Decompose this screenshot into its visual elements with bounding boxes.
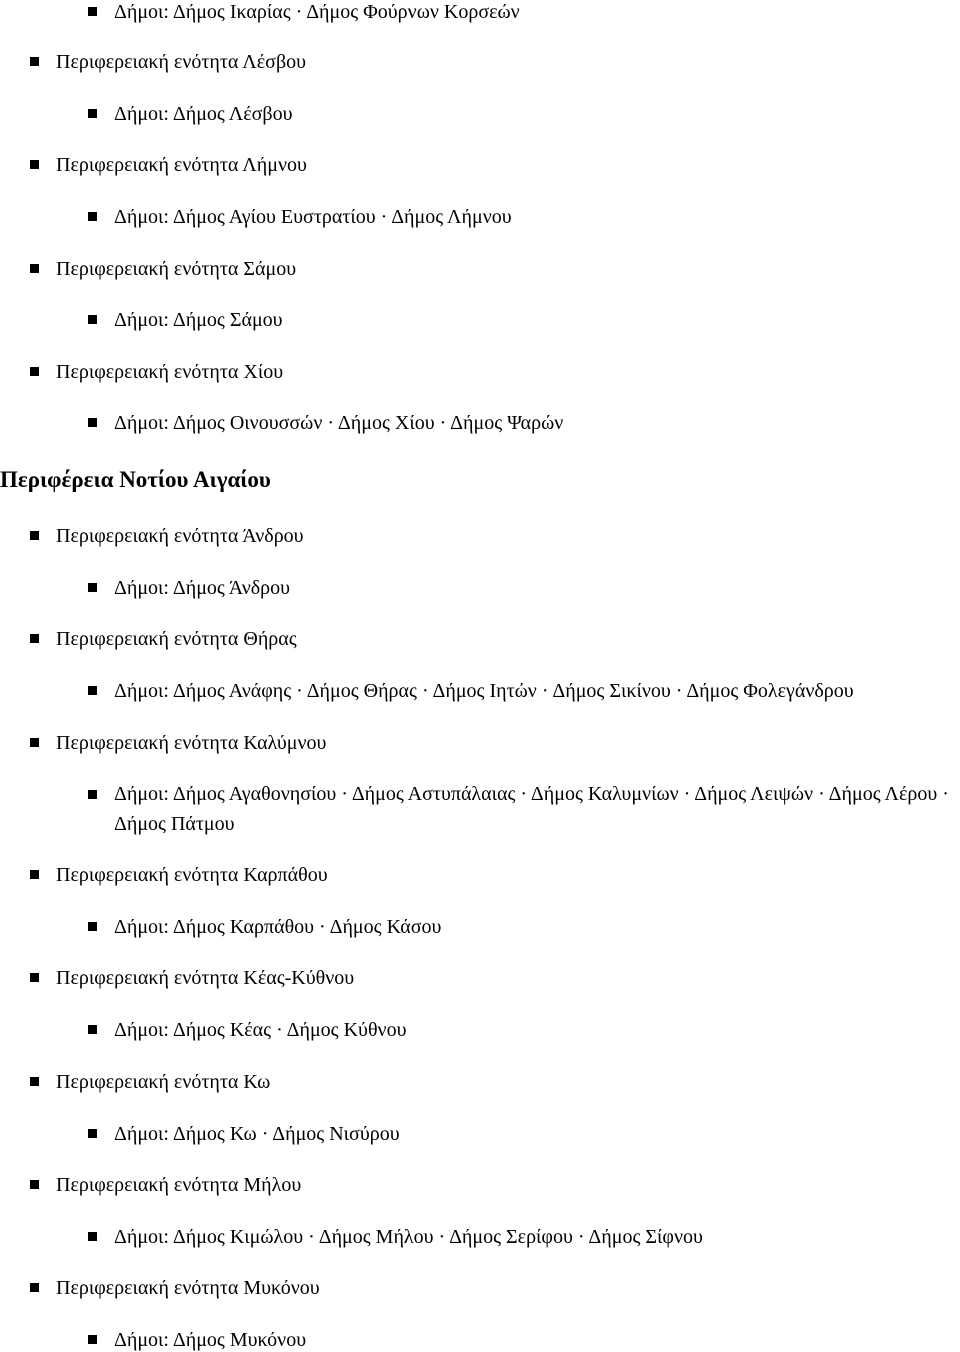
municipalities-thira [0,679,854,703]
regional-unit-andros [0,524,304,548]
list-item-text: Περιφερειακή ενότητα Καρπάθου [56,864,328,886]
square-bullet-icon [30,738,39,747]
regional-unit-lesvos [0,50,306,74]
municipalities-kalymnos [0,779,960,839]
list-item-text: Περιφερειακή ενότητα Κω [56,1071,271,1093]
list-item-text: Περιφερειακή ενότητα Μήλου [56,1174,302,1196]
regional-unit-mykonos [0,1276,320,1300]
square-bullet-icon [88,212,97,221]
list-item-text: Δήμοι: Δήμος Οινουσσών · Δήμος Χίου · Δήμος Ψαρών [114,412,564,434]
list-item-text: Δήμοι: Δήμος Λέσβου [114,103,293,125]
square-bullet-icon [30,57,39,66]
square-bullet-icon [88,315,97,324]
municipalities-ikaria [0,0,520,24]
square-bullet-icon [30,1077,39,1086]
regional-unit-samos [0,257,296,281]
list-item-text: Δήμοι: Δήμος Ανάφης · Δήμος Θήρας · Δήμος Ιητών · Δήμος Σικίνου · Δήμος Φολεγάνδρου [114,680,854,702]
square-bullet-icon [88,922,97,931]
square-bullet-icon [30,367,39,376]
list-item-text: Δήμοι: Δήμος Άνδρου [114,577,291,599]
list-item-text: Δήμοι: Δήμος Κέας · Δήμος Κύθνου [114,1019,407,1041]
square-bullet-icon [88,418,97,427]
square-bullet-icon [88,790,97,799]
list-item-text: Δήμοι: Δήμος Μυκόνου [114,1329,307,1351]
list-item-text: Δήμοι: Δήμος Ικαρίας · Δήμος Φούρνων Κορσεών [114,1,520,23]
square-bullet-icon [30,1180,39,1189]
regional-unit-milos [0,1173,301,1197]
municipalities-samos [0,308,283,332]
list-item-text: Περιφερειακή ενότητα Άνδρου [56,525,304,547]
municipalities-limnos [0,205,512,229]
regional-unit-kalymnos [0,731,326,755]
regional-unit-kea-kythnos [0,966,354,990]
municipalities-chios [0,411,563,435]
list-item-text: Περιφερειακή ενότητα Μυκόνου [56,1277,320,1299]
municipalities-mykonos [0,1328,306,1352]
list-item-text: Δήμοι: Δήμος Κιμώλου · Δήμος Μήλου · Δήμος Σερίφου · Δήμος Σίφνου [114,1226,703,1248]
list-item-text: Περιφερειακή ενότητα Κέας-Κύθνου [56,967,355,989]
list-item-text: Περιφερειακή ενότητα Λήμνου [56,154,307,176]
list-item-text: Δήμοι: Δήμος Σάμου [114,309,283,331]
list-item-text: Δήμοι: Δήμος Κω · Δήμος Νισύρου [114,1123,400,1145]
municipalities-kea-kythnos [0,1018,406,1042]
list-item-text: Περιφερειακή ενότητα Θήρας [56,628,297,650]
square-bullet-icon [88,7,97,16]
region-heading-south-aegean: Περιφέρεια Νοτίου Αιγαίου [0,467,271,492]
square-bullet-icon [30,264,39,273]
square-bullet-icon [88,1232,97,1241]
square-bullet-icon [88,1025,97,1034]
list-item-text: Δήμοι: Δήμος Καρπάθου · Δήμος Κάσου [114,916,442,938]
square-bullet-icon [88,1129,97,1138]
square-bullet-icon [88,686,97,695]
square-bullet-icon [30,634,39,643]
regional-unit-thira [0,627,297,651]
square-bullet-icon [30,973,39,982]
square-bullet-icon [30,1283,39,1292]
regional-unit-karpathos [0,863,328,887]
square-bullet-icon [30,160,39,169]
list-item-text: Περιφερειακή ενότητα Λέσβου [56,51,307,73]
list-item-text: Δήμοι: Δήμος Αγαθονησίου · Δήμος Αστυπάλαιας · Δήμος Καλυμνίων · Δήμος Λειψών · Δήμος Λέρου · Δήμος Πάτμου [114,783,949,835]
square-bullet-icon [88,583,97,592]
regional-unit-chios [0,360,283,384]
square-bullet-icon [88,109,97,118]
municipalities-lesvos [0,102,293,126]
list-item-text: Περιφερειακή ενότητα Χίου [56,361,284,383]
regional-unit-limnos [0,153,307,177]
regional-unit-kos [0,1070,270,1094]
municipalities-kos [0,1122,400,1146]
square-bullet-icon [30,531,39,540]
list-item-text: Περιφερειακή ενότητα Σάμου [56,258,297,280]
square-bullet-icon [88,1335,97,1344]
municipalities-milos [0,1225,703,1249]
square-bullet-icon [30,870,39,879]
list-item-text: Περιφερειακή ενότητα Καλύμνου [56,732,327,754]
municipalities-karpathos [0,915,441,939]
list-item-text: Δήμοι: Δήμος Αγίου Ευστρατίου · Δήμος Λήμνου [114,206,512,228]
municipalities-andros [0,576,290,600]
